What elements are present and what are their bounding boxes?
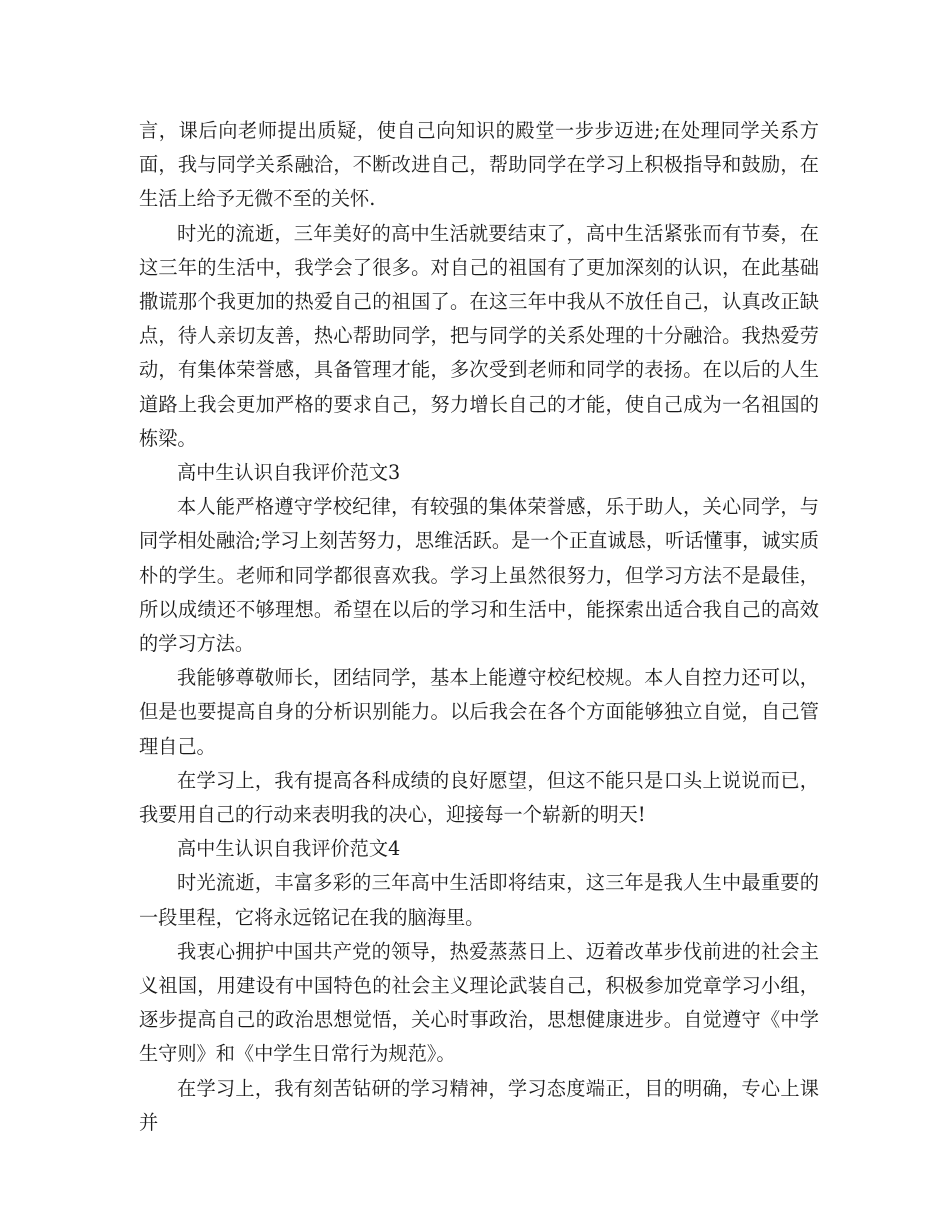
document-body [139, 114, 819, 1140]
paragraph: 我衷心拥护中国共产党的领导，热爱蒸蒸日上、迈着改革步伐前进的社会主义祖国，用建设有中国特色的社会主义理论武装自己，积极参加党章学习小组，逐步提高自己的政治思想觉悟，关心时事政治，思想健康进步。自觉遵守《中学生守则》和《中学生日常行为规范》。 [139, 939, 819, 1066]
section-heading: 高中生认识自我评价范文4 [177, 837, 401, 861]
paragraph: 本人能严格遵守学校纪律，有较强的集体荣誉感，乐于助人，关心同学，与同学相处融洽;学习上刻苦努力，思维活跃。是一个正直诚恳，听话懂事，诚实质朴的学生。老师和同学都很喜欢我。学习上虽然很努力，但学习方法不是最佳，所以成绩还不够理想。希望在以后的学习和生活中，能探索出适合我自己的高效的学习方法。 [139, 495, 819, 656]
paragraph: 时光流逝，丰富多彩的三年高中生活即将结束，这三年是我人生中最重要的一段里程，它将永远铭记在我的脑海里。 [139, 871, 819, 929]
paragraph: 在学习上，我有提高各科成绩的良好愿望，但这不能只是口头上说说而已，我要用自己的行动来表明我的决心，迎接每一个崭新的明天! [139, 768, 819, 827]
paragraph-continued: 言，课后向老师提出质疑，使自己向知识的殿堂一步步迈进;在处理同学关系方面，我与同学关系融洽，不断改进自己，帮助同学在学习上积极指导和鼓励，在生活上给予无微不至的关怀. [139, 119, 819, 211]
paragraph: 我能够尊敬师长，团结同学，基本上能遵守校纪校规。本人自控力还可以，但是也要提高自身的分析识别能力。以后我会在各个方面能够独立自觉，自己管理自己。 [139, 666, 819, 758]
section-heading: 高中生认识自我评价范文3 [177, 461, 401, 485]
paragraph: 在学习上，我有刻苦钻研的学习精神，学习态度端正，目的明确，专心上课并 [139, 1076, 819, 1134]
paragraph: 时光的流逝，三年美好的高中生活就要结束了，高中生活紧张而有节奏，在这三年的生活中，我学会了很多。对自己的祖国有了更加深刻的认识，在此基础撒谎那个我更加的热爱自己的祖国了。在这三年中我从不放任自己，认真改正缺点，待人亲切友善，热心帮助同学，把与同学的关系处理的十分融洽。我热爱劳动，有集体荣誉感，具备管理才能，多次受到老师和同学的表扬。在以后的人生道路上我会更加严格的要求自己，努力增长自己的才能，使自己成为一名祖国的栋梁。 [139, 221, 819, 450]
